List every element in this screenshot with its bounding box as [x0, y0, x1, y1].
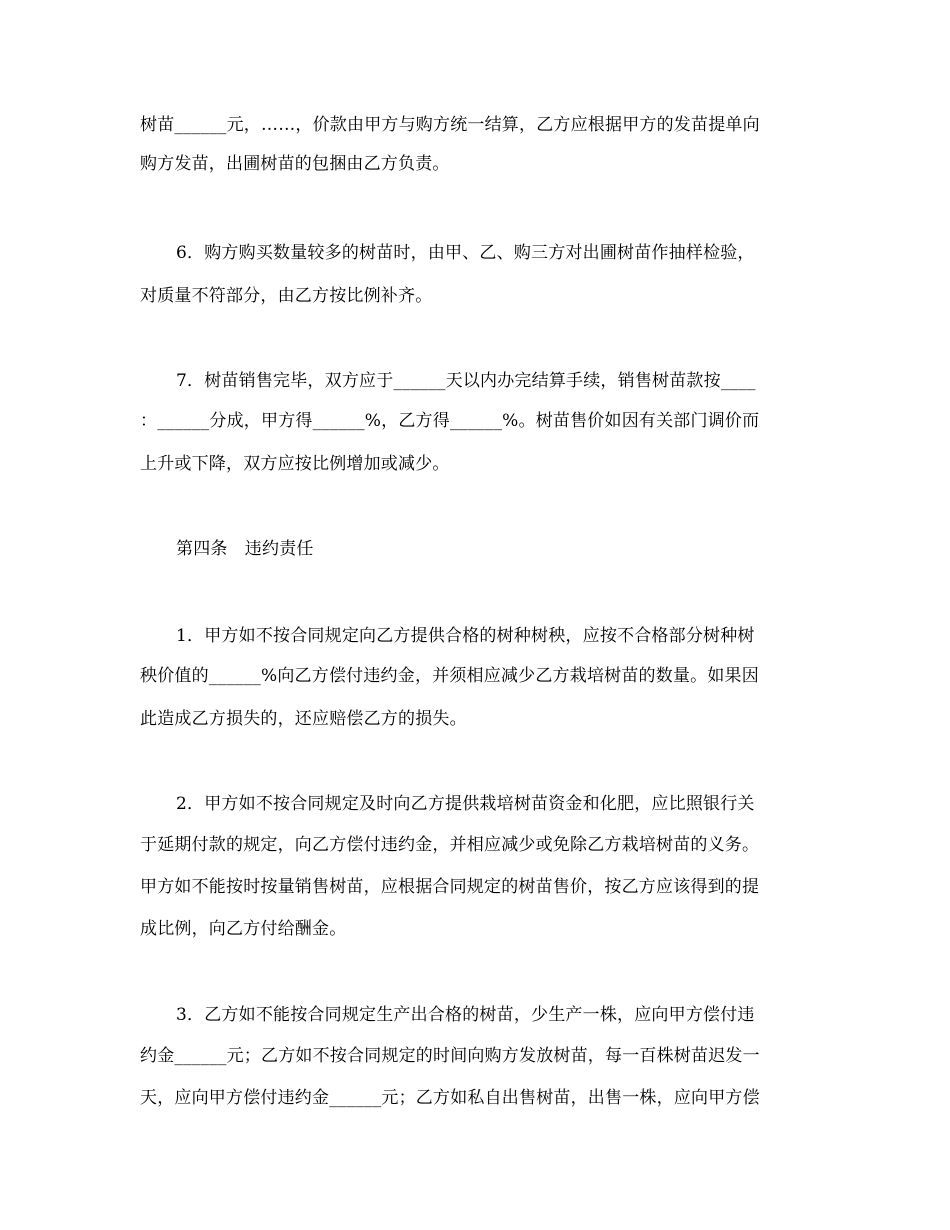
paragraph-line: 秧价值的______%向乙方偿付违约金，并须相应减少乙方栽培树苗的数量。如果因 — [140, 666, 759, 686]
paragraph-line: 树苗______元，……，价款由甲方与购方统一结算，乙方应根据甲方的发苗提单向 — [140, 115, 760, 135]
paragraph-line: 对质量不符部分，由乙方按比例补齐。 — [140, 286, 433, 306]
paragraph-line: 此造成乙方损失的，还应赔偿乙方的损失。 — [140, 709, 467, 729]
paragraph-line: 3．乙方如不能按合同规定生产出合格的树苗，少生产一株，应向甲方偿付违 — [176, 1005, 755, 1025]
section-heading: 第四条 违约责任 — [176, 539, 314, 559]
paragraph-line: 于延期付款的规定，向乙方偿付违约金，并相应减少或免除乙方栽培树苗的义务。 — [140, 835, 760, 855]
paragraph-line: ：______分成，甲方得______%，乙方得______%。树苗售价如因有关部门调价而 — [140, 411, 760, 431]
paragraph-line: 上升或下降，双方应按比例增加或减少。 — [140, 454, 450, 474]
paragraph-line: 2．甲方如不按合同规定及时向乙方提供栽培树苗资金和化肥，应比照银行关 — [176, 794, 755, 814]
paragraph-line: 天，应向甲方偿付违约金______元；乙方如私自出售树苗，出售一株，应向甲方偿 — [140, 1088, 760, 1108]
paragraph-line: 6．购方购买数量较多的树苗时，由甲、乙、购三方对出圃树苗作抽样检验， — [176, 243, 755, 263]
paragraph-line: 约金______元；乙方如不按合同规定的时间向购方发放树苗，每一百株树苗迟发一 — [140, 1046, 760, 1066]
paragraph-line: 购方发苗，出圃树苗的包捆由乙方负责。 — [140, 154, 450, 174]
paragraph-line: 1．甲方如不按合同规定向乙方提供合格的树种树秧，应按不合格部分树种树 — [176, 626, 755, 646]
paragraph-line: 甲方如不能按时按量销售树苗，应根据合同规定的树苗售价，按乙方应该得到的提 — [140, 877, 760, 897]
paragraph-line: 成比例，向乙方付给酬金。 — [140, 919, 347, 939]
paragraph-line: 7．树苗销售完毕，双方应于______天以内办完结算手续，销售树苗款按____ — [176, 371, 756, 391]
